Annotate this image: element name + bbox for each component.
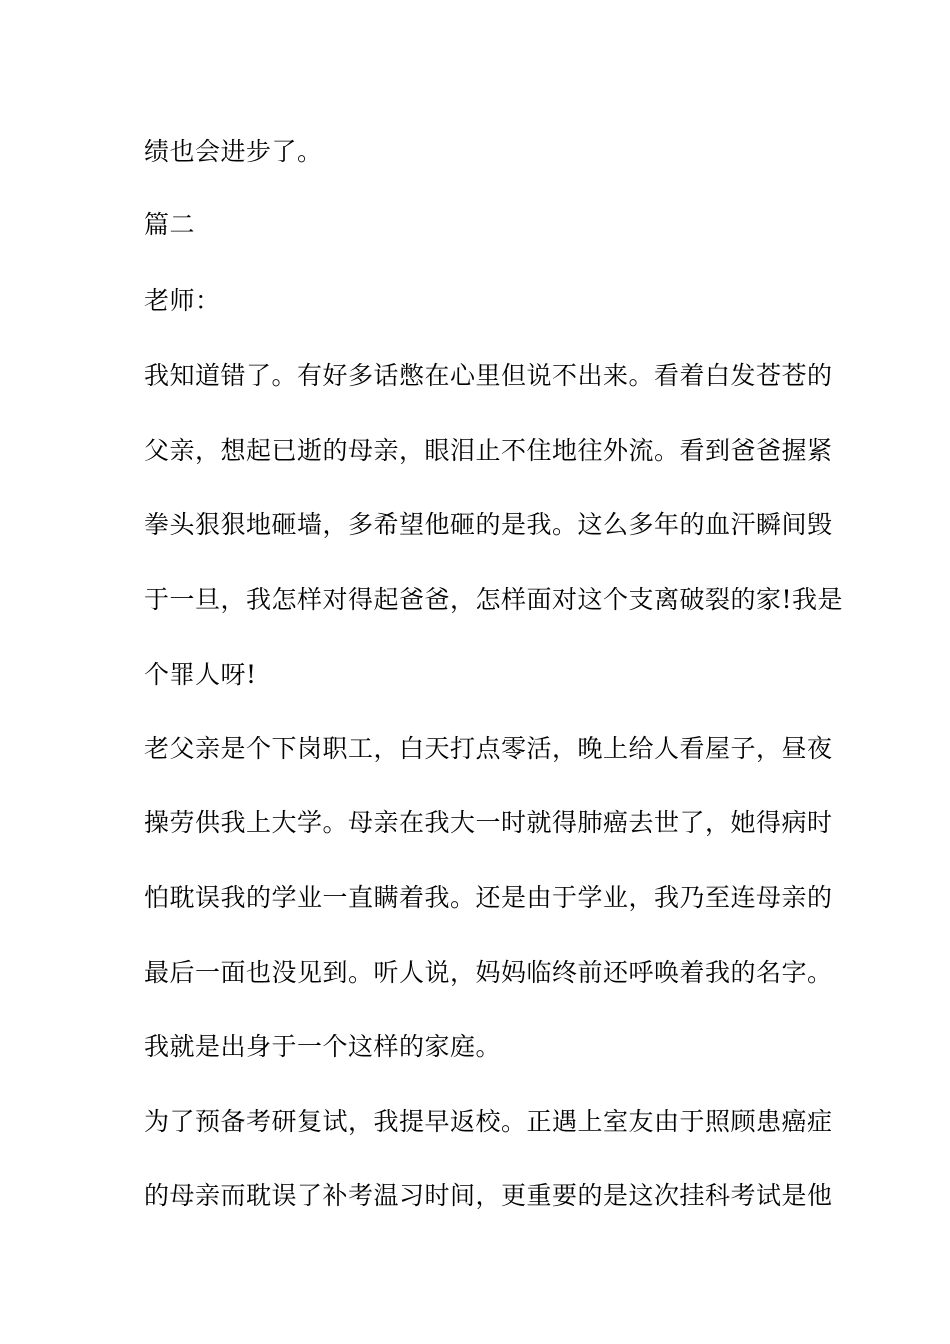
text-line-7: 于一旦，我怎样对得起爸爸，怎样面对这个支离破裂的家!我是 (144, 585, 844, 614)
text-line-15: 的母亲而耽误了补考温习时间，更重要的是这次挂科考试是他 (144, 1181, 833, 1210)
text-line-6: 拳头狠狠地砸墙，多希望他砸的是我。这么多年的血汗瞬间毁 (144, 510, 833, 539)
text-line-5: 父亲，想起已逝的母亲，眼泪止不住地往外流。看到爸爸握紧 (144, 436, 833, 465)
section-heading: 篇二 (144, 210, 196, 239)
text-line-12: 最后一面也没见到。听人说，妈妈临终前还呼唤着我的名字。 (144, 958, 833, 987)
salutation: 老师： (144, 286, 221, 315)
text-line-10: 操劳供我上大学。母亲在我大一时就得肺癌去世了，她得病时 (144, 808, 833, 837)
text-line-8: 个罪人呀! (144, 660, 257, 689)
text-line-13: 我就是出身于一个这样的家庭。 (144, 1032, 502, 1061)
text-line-1: 绩也会进步了。 (144, 137, 323, 166)
text-line-11: 怕耽误我的学业一直瞒着我。还是由于学业，我乃至连母亲的 (144, 883, 833, 912)
text-line-9: 老父亲是个下岗职工，白天打点零活，晚上给人看屋子，昼夜 (144, 734, 833, 763)
text-line-4: 我知道错了。有好多话憋在心里但说不出来。看着白发苍苍的 (144, 361, 833, 390)
text-line-14: 为了预备考研复试，我提早返校。正遇上室友由于照顾患癌症 (144, 1107, 833, 1136)
